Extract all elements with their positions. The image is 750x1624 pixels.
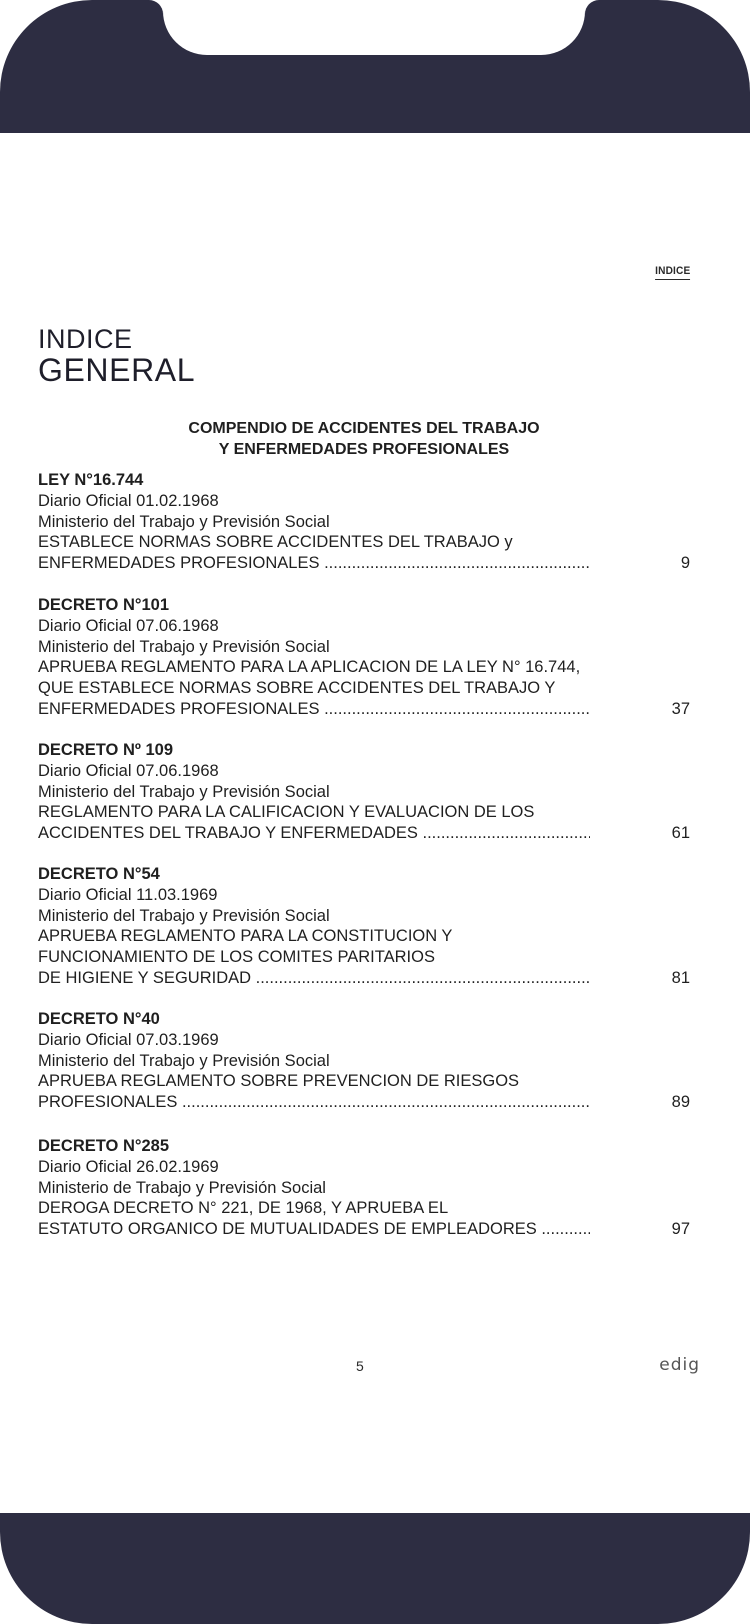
entry-ministerio: Ministerio del Trabajo y Previsión Social [38,512,330,531]
entry-ministerio: Ministerio de Trabajo y Previsión Social [38,1178,326,1197]
entry-description-last: ENFERMEDADES PROFESIONALES ..... [38,699,590,720]
page-title-line2: GENERAL [38,352,196,388]
entry-leader-line [38,1219,690,1240]
entry-title: DECRETO N°285 [38,1137,170,1155]
entry-title: LEY N°16.744 [38,471,144,489]
entry-description-line: DEROGA DECRETO N° 221, DE 1968, Y APRUEBA EL [38,1199,449,1218]
notch-corner-left [149,0,163,14]
page-number: 5 [356,1358,364,1374]
entry-page-number: 89 [671,1093,690,1112]
notch-corner-right [585,0,599,14]
entry-page-number: 81 [671,968,690,987]
entry-page-number: 9 [680,554,690,573]
brand-logo: edig [659,1355,700,1375]
section-heading-line1: COMPENDIO DE ACCIDENTES DEL TRABAJO [188,420,540,437]
device-notch [163,0,585,55]
entry-description-line: APRUEBA REGLAMENTO SOBRE PREVENCION DE RIESGOS [38,1072,520,1091]
entry-diario: Diario Oficial 01.02.1968 [38,491,219,510]
toc-entry[interactable] [38,595,690,720]
entry-leader-line [38,699,690,720]
toc-entry[interactable] [38,864,690,989]
section-heading-line2: Y ENFERMEDADES PROFESIONALES [218,441,510,458]
entry-ministerio: Ministerio del Trabajo y Previsión Social [38,637,330,656]
entry-description-last: PROFESIONALES ..... [38,1092,590,1113]
entry-description-line: APRUEBA REGLAMENTO PARA LA APLICACION DE LA LEY N° 16.744, [38,658,581,677]
entry-description-last: ESTATUTO ORGANICO DE MUTUALIDADES DE EMPLEADORES ..... [38,1219,590,1240]
toc-entry[interactable] [38,1136,690,1240]
device-frame-bottom [0,1513,750,1624]
entry-page-number: 61 [671,824,690,843]
entry-description-line: APRUEBA REGLAMENTO PARA LA CONSTITUCION Y [38,927,453,946]
entry-ministerio: Ministerio del Trabajo y Previsión Social [38,782,330,801]
entry-page-number: 37 [671,699,690,718]
entry-diario: Diario Oficial 26.02.1969 [38,1157,219,1176]
entry-ministerio: Ministerio del Trabajo y Previsión Social [38,906,330,925]
entry-leader-line [38,823,690,844]
page-title [38,325,195,387]
entry-page-number: 97 [671,1220,690,1239]
entry-description-last: ACCIDENTES DEL TRABAJO Y ENFERMEDADES ..... [38,823,590,844]
page-title-line1: INDICE [38,324,133,354]
entry-title: DECRETO N°40 [38,1010,160,1028]
entry-description-line: FUNCIONAMIENTO DE LOS COMITES PARITARIOS [38,948,435,967]
entry-description-last: ENFERMEDADES PROFESIONALES ..... [38,553,590,574]
entry-leader-line [38,1092,690,1113]
toc-entry[interactable] [38,1009,690,1113]
header-index-link[interactable]: INDICE [655,265,690,280]
toc-entry[interactable] [38,740,690,844]
entry-description-line: QUE ESTABLECE NORMAS SOBRE ACCIDENTES DEL TRABAJO Y [38,679,556,698]
entry-leader-line [38,968,690,989]
entry-diario: Diario Oficial 07.06.1968 [38,761,219,780]
toc-entry[interactable] [38,470,690,574]
entry-diario: Diario Oficial 11.03.1969 [38,885,218,904]
entry-description-last: DE HIGIENE Y SEGURIDAD ..... [38,968,590,989]
entry-diario: Diario Oficial 07.03.1969 [38,1030,219,1049]
entry-title: DECRETO Nº 109 [38,741,174,759]
entry-title: DECRETO N°101 [38,596,170,614]
entry-title: DECRETO N°54 [38,865,160,883]
entry-ministerio: Ministerio del Trabajo y Previsión Social [38,1051,330,1070]
section-heading [38,418,690,460]
entry-leader-line [38,553,690,574]
entry-description-line: ESTABLECE NORMAS SOBRE ACCIDENTES DEL TRABAJO y [38,533,513,552]
entry-description-line: REGLAMENTO PARA LA CALIFICACION Y EVALUACION DE LOS [38,803,535,822]
entry-diario: Diario Oficial 07.06.1968 [38,616,219,635]
